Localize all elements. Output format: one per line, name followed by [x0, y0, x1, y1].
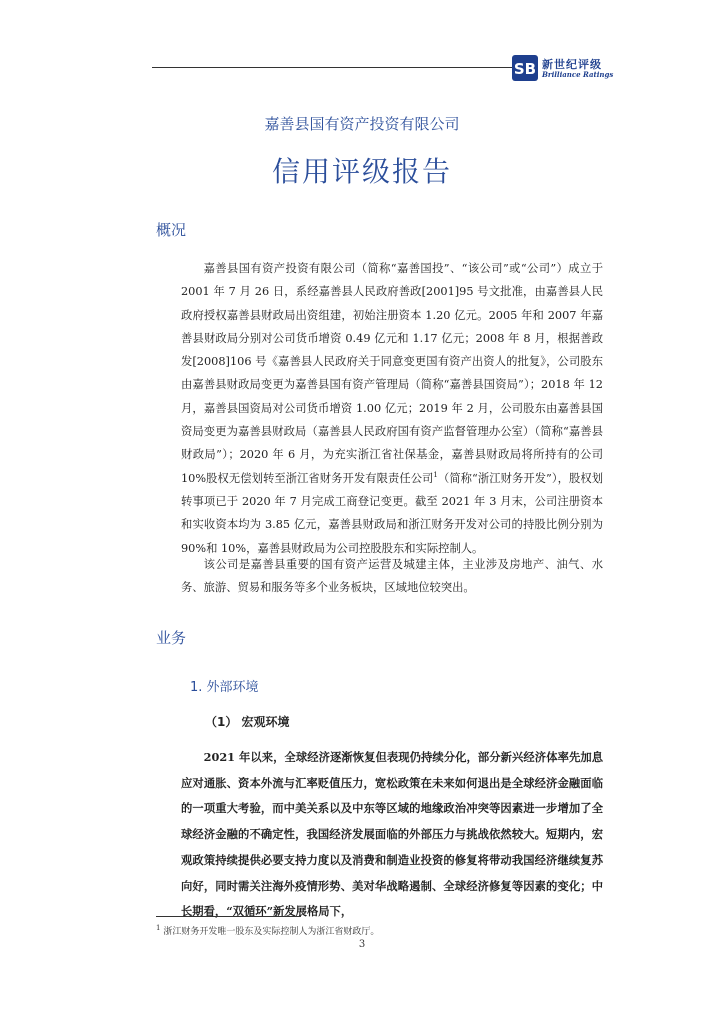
footnote-text: 浙江财务开发唯一股东及实际控制人为浙江省财政厅。 [163, 927, 380, 937]
brand-logo [512, 54, 632, 84]
macro-paragraph: 2021 年以来，全球经济逐渐恢复但表现仍持续分化，部分新兴经济体率先加息应对通胀、资本外流与汇率贬值压力，宽松政策在未来如何退出是全球经济金融面临的一项重大考验，而中美关系以及中东等区域的地缘政治冲突等因素进一步增加了全球经济金融的不确定性，我国经济发展面临的外部压力与挑战依然较大。短期内，宏观政策持续提供必要支持力度以及消费和制造业投资的修复将带动我国经济继续复苏向好，同时需关注海外疫情形势、美对华战略遏制、全球经济修复等因素的变化；中长期看，“双循环”新发展格局下， [181, 750, 603, 919]
company-name: 嘉善县国有资产投资有限公司 [264, 115, 460, 133]
overview-paragraph-1 [181, 257, 603, 560]
footnote [156, 924, 379, 937]
business-heading: 业务 [156, 629, 187, 647]
overview-paragraph-1-part-a: 嘉善县国有资产投资有限公司（简称“嘉善国投”、“该公司”或“公司”）成立于 2001 年 7 月 26 日，系经嘉善县人民政府善政[2001]95 号文批准，由嘉善县人民政府授权嘉善县财政局出资组建，初始注册资本 1.20 亿元。2005 年和 2007 年嘉善县财政局分别对公司货币增资 0.49 亿元和 1.17 亿元；2008 年 8 月，根据善政发[2008]106 号《嘉善县人民政府关于同意变更国有资产出资人的批复》，公司股东由嘉善县财政局变更为嘉善县国有资产管理局（简称“嘉善县国资局”）；2018 年 12 月，嘉善县国资局对公司货币增资 1.00 亿元；2019 年 2 月，公司股东由嘉善县国资局变更为嘉善县财政局（嘉善县人民政府国有资产监督管理办公室）（简称“嘉善县财政局”）；2020 年 6 月，为充实浙江省社保基金，嘉善县财政局将所持有的公司 10%股权无偿划转至浙江省财务开发有限责任公司 [181, 262, 603, 485]
overview-paragraph-1-part-b: （简称“浙江财务开发”），股权划转事项已于 2020 年 7 月完成工商登记变更。截至 2021 年 3 月末，公司注册资本和实收资本均为 3.85 亿元，嘉善县财政局和浙江财务开发对公司的持股比例分别为 90%和 10%，嘉善县财政局为公司控股股东和实际控制人。 [181, 471, 603, 555]
footnote-ref: 1 [433, 470, 438, 479]
logo-mark-text: SB [513, 60, 537, 78]
external-environment-heading: 1. 外部环境 [190, 680, 259, 695]
macro-environment-heading: （1） 宏观环境 [205, 715, 290, 729]
page-number: 3 [358, 939, 366, 950]
header-rule [152, 67, 512, 68]
overview-paragraph-2: 该公司是嘉善县重要的国有资产运营及城建主体，主业涉及房地产、油气、水务、旅游、贸易和服务等多个业务板块，区域地位较突出。 [181, 558, 603, 595]
footnote-rule [156, 916, 301, 917]
footnote-number: 1 [156, 924, 161, 932]
logo-mark-icon [512, 55, 538, 81]
logo-english-name: Brilliance Ratings [542, 70, 614, 79]
overview-heading: 概况 [156, 221, 187, 239]
logo-chinese-name: 新世纪评级 [542, 58, 602, 71]
report-title: 信用评级报告 [271, 155, 452, 188]
